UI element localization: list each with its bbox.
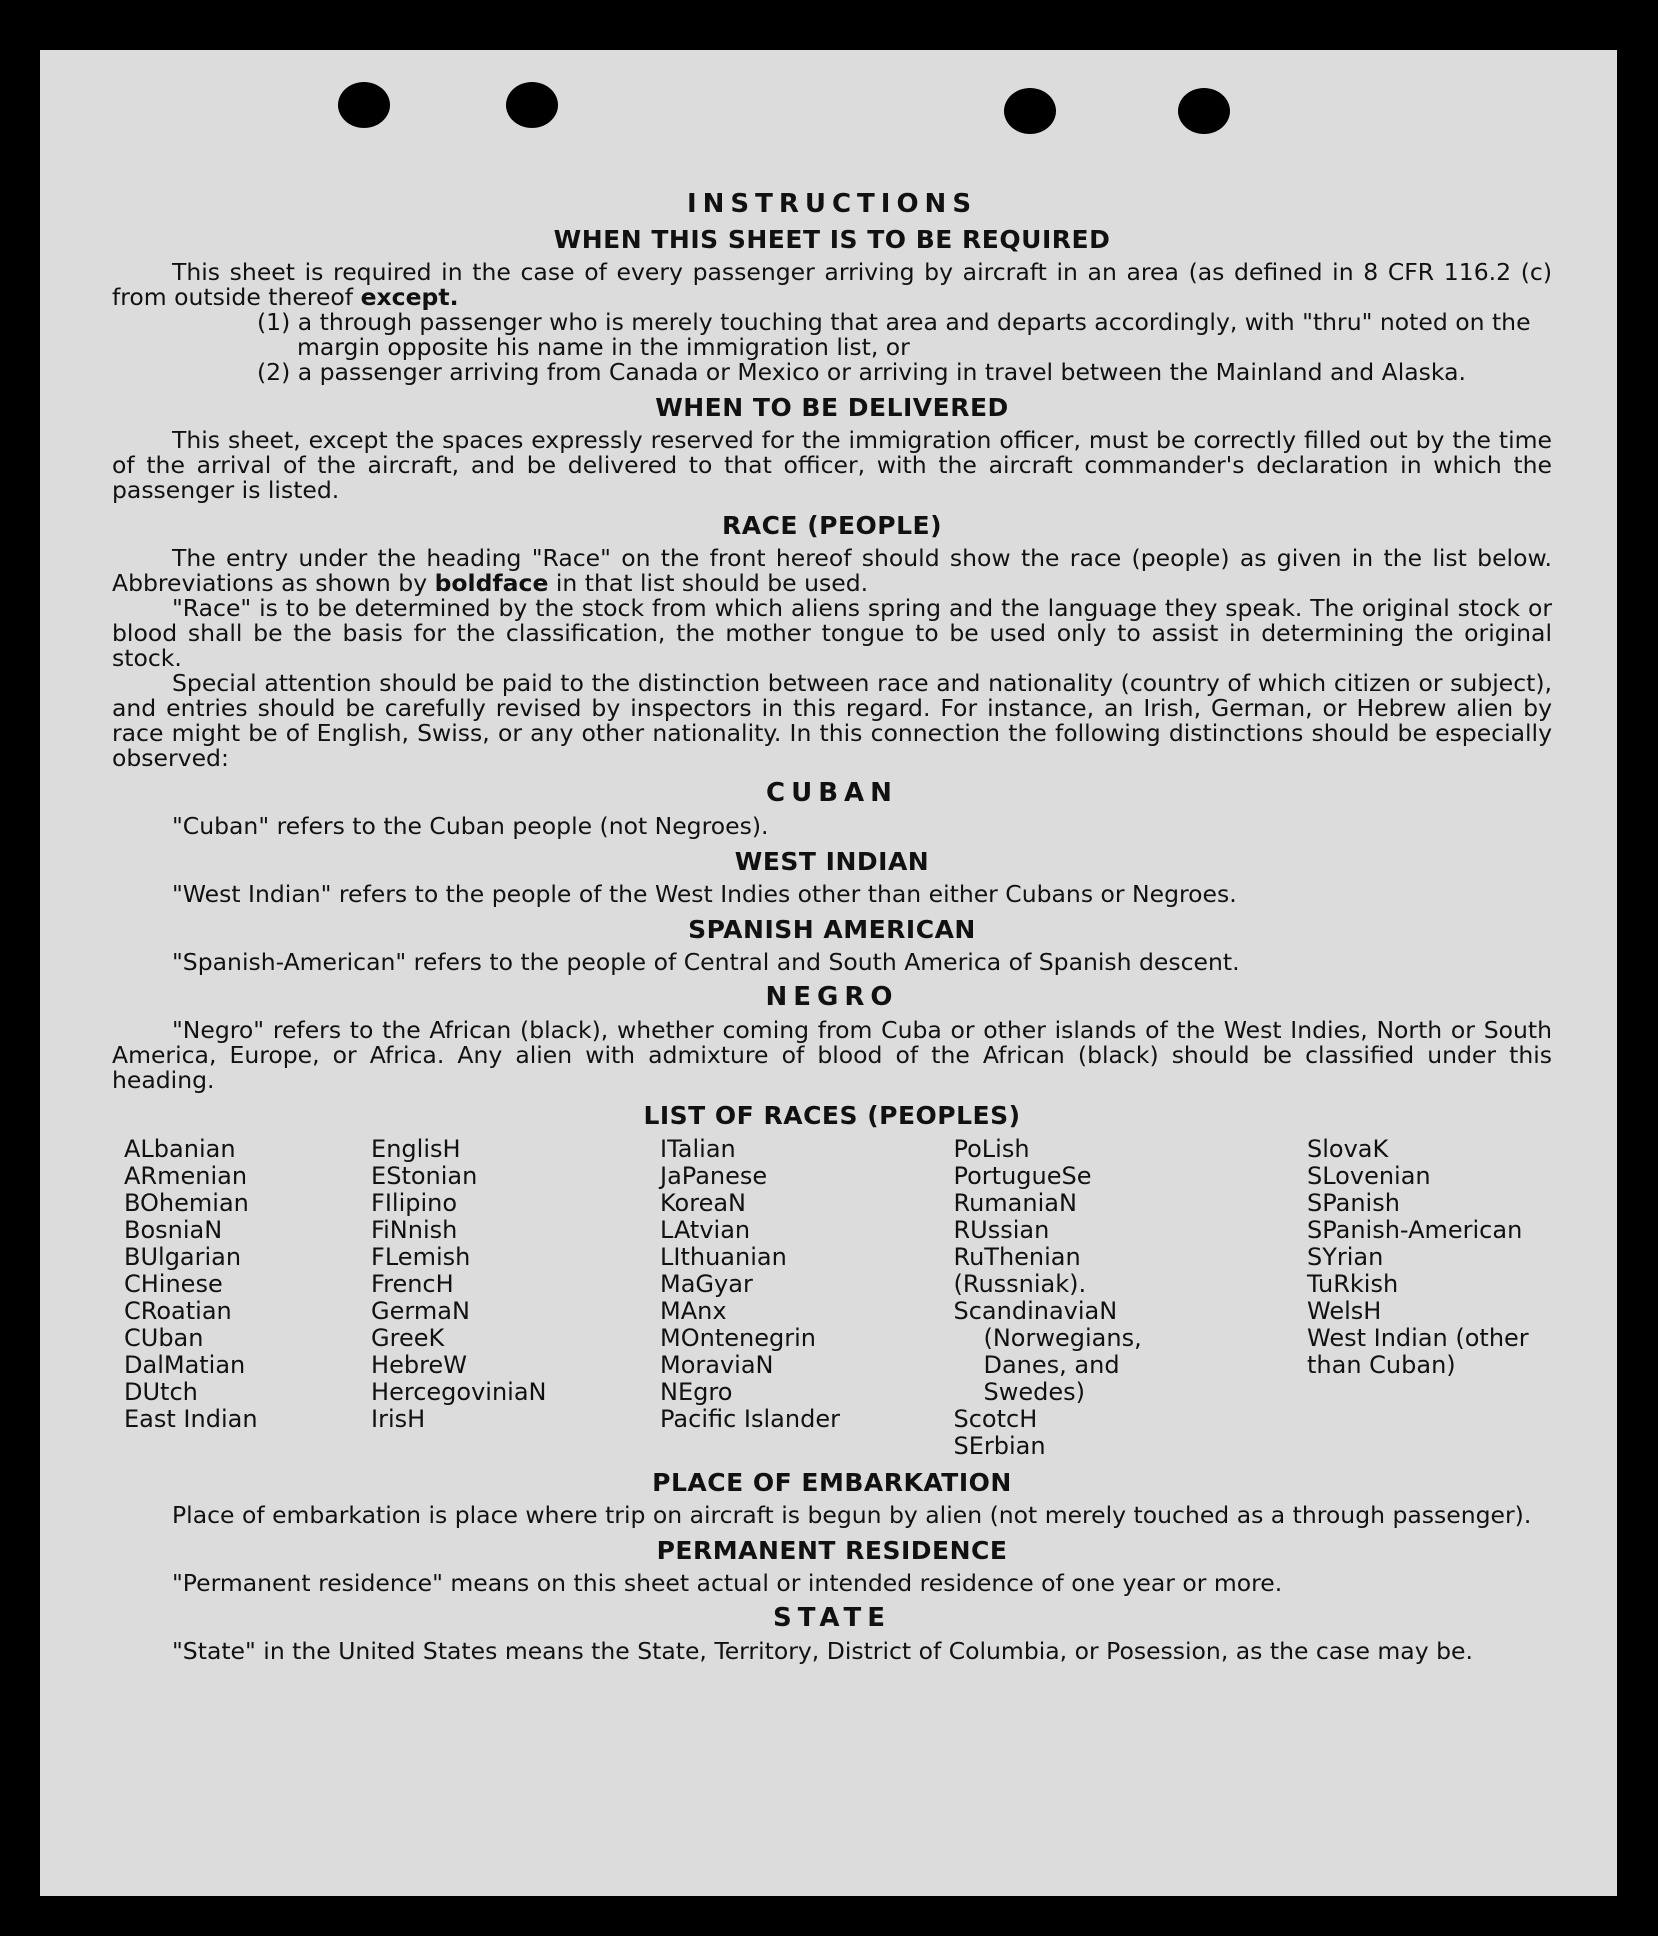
heading-required: WHEN THIS SHEET IS TO BE REQUIRED [553, 225, 1111, 254]
race-item: EStonian [371, 1162, 478, 1190]
race-item: FrencH [371, 1270, 454, 1298]
race-item: FIlipino [371, 1189, 458, 1217]
race-item: East Indian [124, 1405, 258, 1433]
race-column [124, 1136, 258, 1460]
race-item: MAnx [660, 1297, 727, 1325]
paragraph-spanish-american: "Spanish-American" refers to the people of Central and South America of Spanish descent. [172, 948, 1240, 976]
race-item: LIthuanian [660, 1243, 787, 1271]
paragraph-delivered: This sheet, except the spaces expressly reserved for the immigration officer, must be correctly filled out by the time of the arrival of the aircraft, and be delivered to that officer, with the aircraft commander's declaration in which the passenger is listed. [112, 426, 1552, 504]
paragraph-race-1: The entry under the heading "Race" on the front hereof should show the race (people) as given in the list below. Abbreviations as shown by boldface in that list should be used. [112, 544, 1552, 597]
heading-embarkation: PLACE OF EMBARKATION [652, 1468, 1012, 1497]
race-item: KoreaN [660, 1189, 747, 1217]
race-item: CHinese [124, 1270, 223, 1298]
race-item: SLovenian [1307, 1162, 1431, 1190]
race-item: ScandinaviaN [953, 1297, 1118, 1325]
race-item: ARmenian [124, 1162, 248, 1190]
race-item: ScotcH [953, 1405, 1038, 1433]
punch-hole [506, 82, 558, 128]
race-item: MOntenegrin [660, 1324, 816, 1352]
race-item: EnglisH [371, 1135, 461, 1163]
race-item: FLemish [371, 1243, 471, 1271]
race-item: BOhemian [124, 1189, 249, 1217]
race-item: GermaN [371, 1297, 470, 1325]
race-item: RumaniaN [953, 1189, 1077, 1217]
race-item: WelsH [1307, 1297, 1382, 1325]
race-item: NEgro [660, 1378, 733, 1406]
race-column [953, 1136, 1193, 1460]
race-item: HercegoviniaN [371, 1378, 547, 1406]
paragraph-race-3: Special attention should be paid to the distinction between race and nationality (country of which citizen or subject), and entries should be carefully revised by inspectors in this regard. For instance, an Irish, German, or Hebrew alien by race might be of English, Swiss, or any other nationality. In this connection the following distinctions should be especially observed: [112, 669, 1552, 772]
punch-hole [338, 82, 390, 128]
paragraph-required: This sheet is required in the case of every passenger arriving by aircraft in an area (as defined in 8 CFR 116.2 (c) from outside thereof except. [112, 258, 1552, 311]
race-item: SPanish-American [1307, 1216, 1523, 1244]
race-item: MaGyar [660, 1270, 753, 1298]
punch-hole [1004, 88, 1056, 134]
race-item: RuThenian (Russniak). [953, 1243, 1087, 1298]
race-item: TuRkish [1307, 1270, 1399, 1298]
paragraph-west-indian: "West Indian" refers to the people of the West Indies other than either Cubans or Negroes. [172, 880, 1237, 908]
race-item: DalMatian [124, 1351, 246, 1379]
race-item: BosniaN [124, 1216, 223, 1244]
heading-race: RACE (PEOPLE) [721, 511, 943, 540]
race-item: DUtch [124, 1378, 198, 1406]
race-item: ITalian [660, 1135, 736, 1163]
race-item: PoLish [953, 1135, 1030, 1163]
paragraph-cuban: "Cuban" refers to the Cuban people (not Negroes). [172, 812, 769, 840]
race-item: RUssian [953, 1216, 1050, 1244]
race-item: West Indian (other than Cuban) [1307, 1324, 1529, 1379]
race-column [371, 1136, 546, 1460]
race-item: JaPanese [660, 1162, 768, 1190]
instructions-body [112, 182, 1552, 1664]
list-item: (1) a through passenger who is merely touching that area and departs accordingly, with "thru" noted on the margin opposite his name in the immigration list, or [257, 308, 1531, 361]
race-item: LAtvian [660, 1216, 751, 1244]
race-item: MoraviaN [660, 1351, 774, 1379]
race-item: SlovaK [1307, 1135, 1389, 1163]
document-sheet [40, 50, 1617, 1896]
heading-state: STATE [772, 1603, 892, 1633]
race-item: Pacific Islander [660, 1405, 840, 1433]
paragraph-residence: "Permanent residence" means on this sheet actual or intended residence of one year or more. [172, 1569, 1283, 1597]
race-item: HebreW [371, 1351, 467, 1379]
race-item: ALbanian [124, 1135, 236, 1163]
paragraph-state: "State" in the United States means the State, Territory, District of Columbia, or Posession, as the case may be. [172, 1637, 1473, 1665]
race-item: IrisH [371, 1405, 426, 1433]
paragraph-negro: "Negro" refers to the African (black), whether coming from Cuba or other islands of the West Indies, North or South America, Europe, or Africa. Any alien with admixture of blood of the African (black) should be classified under this heading. [112, 1016, 1552, 1094]
race-item: GreeK [371, 1324, 445, 1352]
race-column [660, 1136, 840, 1460]
heading-negro: NEGRO [765, 982, 899, 1012]
race-item: FiNnish [371, 1216, 458, 1244]
page-title: INSTRUCTIONS [686, 189, 978, 219]
race-column [1307, 1136, 1552, 1460]
heading-list-of-races: LIST OF RACES (PEOPLES) [643, 1101, 1021, 1130]
race-item: BUlgarian [124, 1243, 242, 1271]
list-item: (2) a passenger arriving from Canada or Mexico or arriving in travel between the Mainland and Alaska. [257, 358, 1466, 386]
heading-residence: PERMANENT RESIDENCE [656, 1536, 1008, 1565]
heading-spanish-american: SPANISH AMERICAN [688, 915, 976, 944]
race-item: SYrian [1307, 1243, 1384, 1271]
heading-cuban: CUBAN [766, 778, 898, 808]
paragraph-embarkation: Place of embarkation is place where trip on aircraft is begun by alien (not merely touched as a through passenger). [172, 1501, 1532, 1529]
race-item: SErbian [953, 1432, 1046, 1460]
race-item: SPanish [1307, 1189, 1400, 1217]
race-item: CRoatian [124, 1297, 232, 1325]
race-item: PortugueSe [953, 1162, 1092, 1190]
race-list [124, 1136, 1552, 1460]
race-item: (Norwegians, Danes, and Swedes) [983, 1324, 1142, 1406]
heading-west-indian: WEST INDIAN [734, 847, 930, 876]
race-item: CUban [124, 1324, 204, 1352]
heading-delivered: WHEN TO BE DELIVERED [655, 393, 1009, 422]
punch-hole [1178, 88, 1230, 134]
paragraph-race-2: "Race" is to be determined by the stock from which aliens spring and the language they speak. The original stock or blood shall be the basis for the classification, the mother tongue to be used only to assist in determining the original stock. [112, 594, 1552, 672]
